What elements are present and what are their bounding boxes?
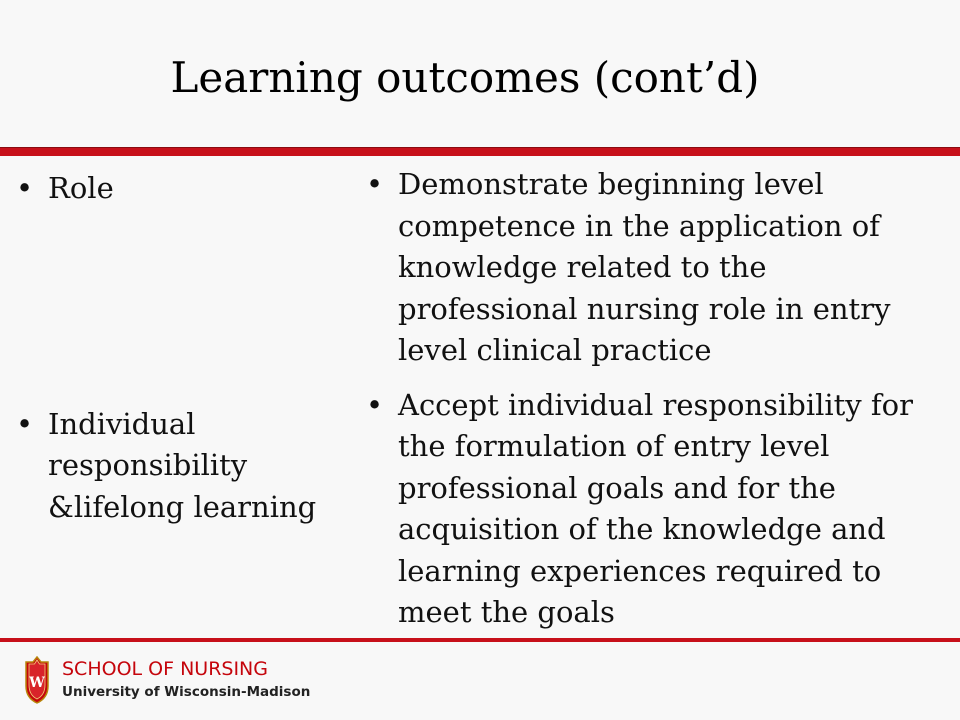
topic-label: Individual responsibility &lifelong learning [48, 406, 317, 524]
footer [0, 642, 960, 720]
uw-crest-icon [22, 656, 52, 704]
slide-title: Learning outcomes (cont’d) [170, 53, 760, 102]
topic-item-responsibility [16, 404, 346, 529]
bullet-icon: • [366, 387, 384, 422]
outcome-text: Accept individual responsibility for the formulation of entry level professional goals and for the acquisition of the knowledge and learning experiences required to meet the goals [398, 387, 913, 629]
topic-label: Role [48, 171, 114, 205]
outcome-text: Demonstrate beginning level competence in the application of knowledge related to the professional nursing role in entry level clinical practice [398, 167, 891, 367]
outcome-item [366, 164, 936, 372]
topic-item-role [16, 168, 346, 210]
title-divider-bar [0, 147, 960, 156]
outcome-list [366, 164, 936, 647]
topic-spacer [16, 210, 346, 404]
bullet-icon: • [366, 167, 384, 201]
outcome-item [366, 385, 936, 634]
bullet-icon: • [16, 171, 34, 205]
svg-text:W: W [29, 675, 45, 691]
university-name: University of Wisconsin-Madison [62, 684, 311, 700]
school-name: SCHOOL OF NURSING [62, 658, 268, 680]
bullet-icon: • [16, 406, 34, 441]
divider-hairline [0, 147, 960, 148]
topic-list [16, 168, 346, 528]
